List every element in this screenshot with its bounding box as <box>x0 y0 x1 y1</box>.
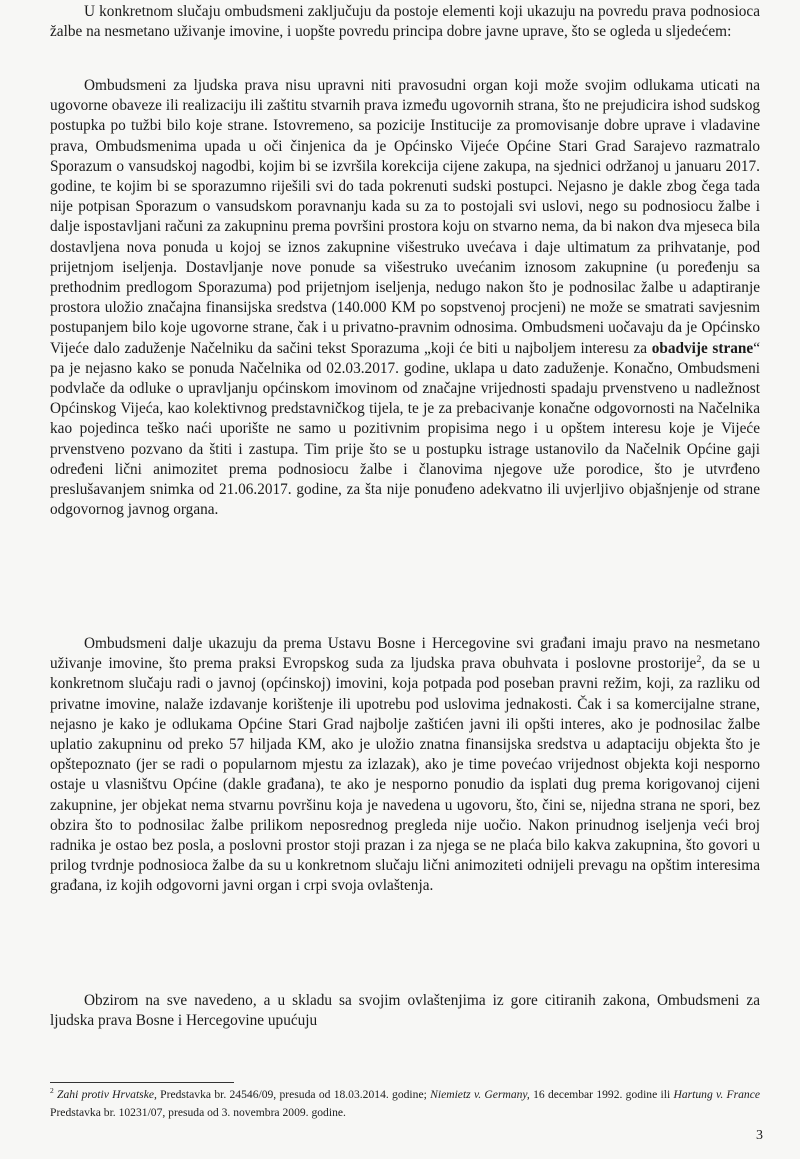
page-number: 3 <box>756 1128 763 1143</box>
footnote-text-1: Predstavka br. 24546/09, presuda od 18.03.2014. godine; <box>156 1088 431 1101</box>
paragraph-intro: U konkretnom slučaju ombudsmeni zaključuju da postoje elementi koji ukazuju na povredu prava podnosioca žalbe na nesmetano uživanje imovine, i uopšte povredu principa dobre javne uprave, što se ogleda u sljedećem: <box>50 3 760 41</box>
footnote-reference: 2 <box>696 654 702 666</box>
footnote-number: 2 <box>50 1086 54 1096</box>
footnote-text-2: 16 decembar 1992. godine ili <box>529 1088 674 1101</box>
quote-bold: obadvije strane <box>651 339 754 357</box>
paragraph-analysis-text: Ombudsmeni za ljudska prava nisu upravni niti pravosudni organ koji može svojim odlukama uticati na ugovorne obaveze ili realizaciju ili zaštitu stvarnih prava između ugovornih strana, što ne prejudicira ishod sudskog postupka po tužbi bilo koje strane. Istovremeno, sa pozicije Institucije za promovisanje dobre uprave i vladavine prava, Ombudsmenima upada u oči činjenica da je Općinsko Vijeće Općine Stari Grad Sarajevo razmatralo Sporazum o vansudskoj nagodbi, kojim bi se izvršila korekcija cijene zakupa, na sjednici održanoj u januaru 2017. godine, te kojim bi se sporazumno riješili svi do tada pokrenuti sudski postupci. Nejasno je dakle zbog čega tada nije potpisan Sporazum o vansudskom poravnanju kada su za to postojali svi uslovi, nego su podnosiocu žalbe i dalje ispostavljani računi za zakupninu prema površini prostora koju on stvarno nema, da bi nakon dva mjeseca bila dostavljena nova ponuda u kojoj se iznos zakupnine višestruko uvećava i daje ultimatum za prihvatanje, pod prijetnjom iseljenja. Dostavljanje nove ponude sa višestruko uvećanim iznosom zakupnine (u poređenju sa prethodnim predlogom Sporazuma) pod prijetnjom iseljenja, nedugo nakon što je podnosilac žalbe u adaptiranje prostora uložio značajna finansijska sredstva (140.000 KM po sopstvenoj procjeni) ne može se smatrati savjesnim postupanjem bilo koje ugovorne strane, čak i u privatno-pravnim odnosima. Ombudsmeni uočavaju da je Općinsko Vijeće dalo zaduženje Načelniku da sačini tekst Sporazuma <box>50 77 760 357</box>
footnote-case-3: Hartung v. France <box>673 1088 760 1101</box>
footnote-text-3: Predstavka br. 10231/07, presuda od 3. novembra 2009. godine. <box>50 1106 346 1119</box>
footnote-divider <box>50 1082 234 1083</box>
quote-open: „koji će biti u najboljem interesu za <box>419 339 652 357</box>
paragraph-conclusion: Obzirom na sve navedeno, a u skladu sa svojim ovlaštenjima iz gore citiranih zakona, Ombudsmeni za ljudska prava Bosne i Hercegovine upućuju <box>50 992 760 1030</box>
quote-close: “ pa je nejasno kako se ponuda Načelnika od 02.03.2017. godine, uklapa u dato zaduženje. Konačno, Ombudsmeni podvlače da odluke o upravljanju općinskom imovinom od značajne vrijednosti spadaju prvenstveno u nadležnost Općinskog Vijeća, kao kolektivnog predstavničkog tijela, te je za prebacivanje konačne odgovornosti na Načelnika kao pojedinca teško naći uporište ne samo u pozitivnim propisima nego i u opštem interesu koje je Vijeće prvenstveno pozvano da štiti i zastupa. Tim prije što se u postupku istrage ustanovilo da Načelnik Općine gaji određeni lični animozitet prema podnosiocu žalbe i članovima njegove uže porodice, što je utvrđeno preslušavanjem snimka od 21.06.2017. godine, za šta nije ponuđeno adekvatno ili uvjerljivo objašnjenje od strane odgovornog javnog organa. <box>50 339 761 519</box>
paragraph-constitution-text: Ombudsmeni dalje ukazuju da prema Ustavu Bosne i Hercegovine svi građani imaju pravo na nesmetano uživanje imovine, što prema praksi Evropskog suda za ljudska prava obuhvata i poslovne prostorije <box>50 635 760 673</box>
paragraph-analysis <box>50 76 760 520</box>
footnote-case-2: Niemietz v. Germany, <box>430 1088 530 1101</box>
footnote <box>50 1086 760 1122</box>
paragraph-constitution <box>50 634 760 897</box>
paragraph-constitution-rest: , da se u konkretnom slučaju radi o javnoj (općinskoj) imovini, koja potpada pod poseban pravni režim, koji, za razliku od privatne imovine, nalaže izdavanje korištenje ili upotrebu pod uslovima jednakosti. Čak i sa komercijalne strane, nejasno je kako je odlukama Općine Stari Grad najbolje zaštićen javni ili opšti interes, ako je podnosilac žalbe uplatio zakupninu od preko 57 hiljada KM, ako je uložio znatna finansijska sredstva u adaptaciju objekta što je opštepoznato (jer se radi o popularnom mjestu za izlazak), ako je time povećao vrijednost objekta koji nesporno ostaje u vlasništvu Općine (dakle građana), te ako je nesporno ponudio da isplati dug prema korigovanoj cijeni zakupnine, jer objekat nema stvarnu površinu koja je navedena u ugovoru, što, čini se, nijedna strana ne spori, bez obzira što to podnosilac žalbe prilikom neposrednog pregleda nije uočio. Nakon prinudnog iseljenja veći broj radnika je ostao bez posla, a poslovni prostor stoji prazan i za njega se ne plaća bilo kakva zakupnina, što govori u prilog tvrdnje podnosioca žalbe da su u konkretnom slučaju lični animoziteti odnijeli prevagu na opštim interesima građana, iz kojih odgovorni javni organ i crpi svoja ovlaštenja. <box>50 655 760 895</box>
footnote-case-1: Zahi protiv Hrvatske, <box>57 1088 157 1101</box>
